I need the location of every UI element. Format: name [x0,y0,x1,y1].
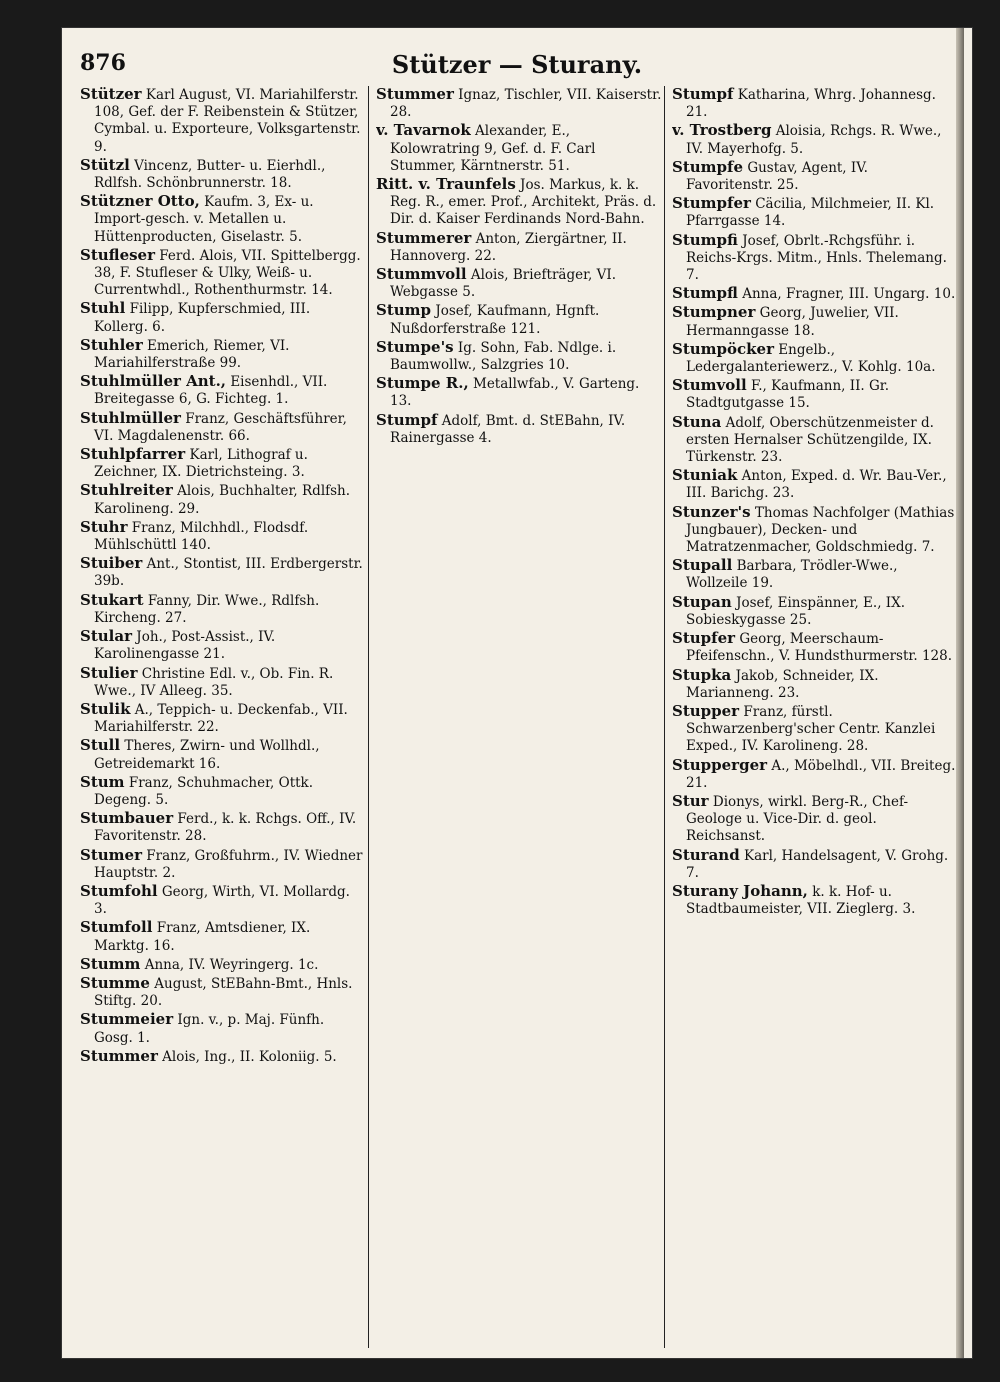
directory-entry [80,555,366,590]
directory-entry [80,86,366,156]
entry-details: Georg, Juwelier, VII. Hermanngasse 18. [686,305,899,339]
entry-details: Jakob, Schneider, IX. Marianneng. 23. [686,667,879,701]
directory-entry [80,337,366,372]
entry-surname: Stukart [80,590,144,609]
entry-surname: Stunzer's [672,502,751,521]
column-divider [664,86,665,1348]
entry-details: Josef, Kaufmann, Hgnft. Nußdorferstraße 121. [390,303,600,337]
entry-surname: Stump [376,301,432,320]
page-edge [956,28,964,1358]
entry-surname: Stumpfi [672,230,738,249]
entry-details: Ferd., k. k. Rchgs. Off., IV. Favoritenstr. 28. [94,811,357,845]
directory-entry [672,703,958,756]
directory-entry [80,446,366,481]
entry-details: k. k. Hof- u. Stadtbaumeister, VII. Zieglerg. 3. [686,883,916,918]
entry-surname: Stur [672,791,709,810]
directory-entry [672,232,958,285]
entry-surname: Stumpfe [672,157,744,176]
directory-entry [80,1011,366,1046]
entry-details: Dionys, wirkl. Berg-R., Chef-Geologe u. Vice-Dir. d. geol. Reichsanst. [686,793,909,845]
directory-entry [672,667,958,702]
entry-surname: Stützner Otto, [80,192,200,211]
entry-details: Anton, Ziergärtner, II. Hannoverg. 22. [390,230,627,264]
directory-entry [672,86,958,121]
entry-details: Filipp, Kupferschmied, III. Kollerg. 6. [94,301,311,335]
entry-surname: Stuhlpfarrer [80,445,186,464]
column-1 [80,86,366,1348]
column-divider [368,86,369,1348]
directory-entry [80,665,366,700]
entry-details: Eisenhdl., VII. Breitegasse 6, G. Fichteg. 1. [94,374,328,408]
entry-details: Adolf, Oberschützenmeister d. ersten Hernalser Schützengilde, IX. Türkenstr. 23. [686,414,934,466]
entry-details: Josef, Einspänner, E., IX. Sobieskygasse 25. [686,594,906,628]
entry-details: Franz, Amtsdiener, IX. Marktg. 16. [94,920,311,954]
entry-surname: Stuhl [80,299,126,318]
column-3 [672,86,958,1348]
directory-entry [80,519,366,554]
directory-entry [672,793,958,846]
entry-surname: Stumme [80,973,150,992]
directory-entry [80,737,366,772]
directory-entry [80,592,366,627]
directory-entry [80,956,366,974]
directory-entry [376,339,662,374]
directory-entry [80,157,366,192]
entry-surname: Stuhler [80,335,143,354]
entry-surname: Stupperger [672,755,768,774]
entry-surname: Sturany Johann, [672,881,808,900]
entry-details: Alois, Buchhalter, Rdlfsh. Karolineng. 29. [94,483,351,517]
directory-entry [376,176,662,229]
directory-entry [80,919,366,954]
entry-details: Thomas Nachfolger (Mathias Jungbauer), Decken- und Matratzenmacher, Goldschmiedg. 7. [686,504,955,556]
entry-surname: Stum [80,772,125,791]
entry-details: Jos. Markus, k. k. Reg. R., emer. Prof., Architekt, Präs. d. Dir. d. Kaiser Ferdinands Nord-Bahn. [390,177,657,228]
entry-details: A., Teppich- u. Deckenfab., VII. Mariahilferstr. 22. [94,701,348,736]
directory-entry [672,341,958,376]
directory-entry [376,412,662,447]
directory-entry [80,883,366,918]
directory-entry [80,482,366,517]
entry-surname: Stupper [672,701,740,720]
entry-details: Theres, Zwirn- und Wollhdl., Getreidemarkt 16. [94,738,320,772]
entry-surname: Stumpner [672,303,756,322]
directory-entry [80,373,366,408]
entry-details: Cäcilia, Milchmeier, II. Kl. Pfarrgasse 14. [686,196,935,230]
entry-details: Alois, Ing., II. Koloniig. 5. [157,1048,337,1065]
entry-surname: Stumpfer [672,194,751,213]
entry-surname: Stupan [672,592,732,611]
directory-entry [80,701,366,736]
directory-entry [80,774,366,809]
entry-surname: Stumvoll [672,376,747,395]
entry-details: Ignaz, Tischler, VII. Kaiserstr. 28. [390,87,662,121]
directory-entry [672,285,958,303]
entry-surname: Stumpf [672,86,734,103]
directory-entry [376,230,662,265]
entry-details: Anton, Exped. d. Wr. Bau-Ver., III. Barichg. 23. [686,468,947,502]
directory-entry [672,195,958,230]
entry-surname: Sturand [672,845,740,864]
directory-entry [376,86,662,121]
entry-surname: Stummer [376,86,454,103]
directory-entry [80,847,366,882]
entry-details: Joh., Post-Assist., IV. Karolinengasse 21. [94,629,276,663]
directory-entry [376,375,662,410]
directory-entry [672,630,958,665]
entry-details: Anna, Fragner, III. Ungarg. 10. [737,286,956,303]
entry-surname: Stumfoll [80,918,153,937]
directory-entry [672,557,958,592]
directory-entry [80,975,366,1010]
entry-surname: Stummvoll [376,265,467,284]
entry-details: Karl August, VI. Mariahilferstr. 108, Gef. der F. Reibenstein & Stützer, Cymbal. u. Exporteure, Volksgartenstr. 9. [94,87,361,155]
directory-entry [80,193,366,246]
entry-details: Franz, Großfuhrm., IV. Wiedner Hauptstr. 2. [94,847,363,881]
directory-entry [80,410,366,445]
entry-surname: Stumer [80,845,142,864]
directory-entry [672,304,958,339]
entry-details: Georg, Wirth, VI. Mollardg. 3. [94,883,350,918]
directory-entry [672,847,958,882]
entry-surname: Stular [80,627,132,646]
entry-surname: Stufleser [80,245,156,264]
entry-details: Ferd. Alois, VII. Spittelbergg. 38, F. Stufleser & Ulky, Weiß- u. Currentwhdl., Rothenthurmstr. 14. [94,247,361,299]
entry-details: Anna, IV. Weyringerg. 1c. [140,956,319,973]
directory-entry [672,159,958,194]
entry-surname: Stützl [80,155,130,174]
entry-surname: Stumpf [376,410,438,429]
directory-entry [672,594,958,629]
directory-entry [672,757,958,792]
entry-surname: Stuiber [80,554,143,573]
entry-surname: Stuhlmüller Ant., [80,372,227,391]
entry-surname: Stuna [672,412,722,431]
directory-entry [672,883,958,918]
entry-surname: Stupfer [672,629,736,648]
entry-details: August, StEBahn-Bmt., Hnls. Stiftg. 20. [94,975,353,1010]
entry-surname: Stumpöcker [672,339,775,358]
entry-details: Ant., Stontist, III. Erdbergerstr. 39b. [94,556,363,590]
directory-entry [80,1048,366,1066]
entry-details: Franz, fürstl. Schwarzenberg'scher Centr. Kanzlei Exped., IV. Karolineng. 28. [686,703,936,755]
entry-details: Franz, Schuhmacher, Ottk. Degeng. 5. [94,774,314,808]
entry-details: Katharina, Whrg. Johannesg. 21. [686,87,936,121]
entry-details: Metallwfab., V. Garteng. 13. [390,376,640,410]
entry-details: Karl, Lithograf u. Zeichner, IX. Dietrichsteing. 3. [94,447,308,481]
directory-entry [376,122,662,175]
entry-surname: Stuhlreiter [80,481,173,500]
entry-details: Fanny, Dir. Wwe., Rdlfsh. Kircheng. 27. [94,592,320,626]
entry-surname: Stumpfl [672,284,738,303]
column-2 [376,86,662,1348]
entry-surname: Stupka [672,665,732,684]
entry-surname: Stummer [80,1046,158,1065]
entry-surname: Stummerer [376,228,472,247]
entry-surname: Stupall [672,556,733,575]
entry-details: Ig. Sohn, Fab. Ndlge. i. Baumwollw., Salzgries 10. [390,339,617,374]
entry-surname: Stuhlmüller [80,408,181,427]
entry-details: Franz, Milchhdl., Flodsdf. Mühlschüttl 140. [94,519,309,554]
entry-details: Kaufm. 3, Ex- u. Import-gesch. v. Metallen u. Hüttenproducten, Giselastr. 5. [94,194,314,245]
entry-surname: Stumfohl [80,881,158,900]
directory-entry [80,247,366,300]
entry-details: Aloisia, Rchgs. R. Wwe., IV. Mayerhofg. 5. [686,123,942,157]
entry-details: Alexander, E., Kolowratring 9, Gef. d. F. Carl Stummer, Kärntnerstr. 51. [390,123,596,174]
entry-details: Georg, Meerschaum-Pfeifenschn., V. Hundsthurmerstr. 128. [686,631,952,665]
directory-entry [376,266,662,301]
entry-details: Christine Edl. v., Ob. Fin. R. Wwe., IV Alleeg. 35. [94,665,334,699]
entry-details: Ign. v., p. Maj. Fünfh. Gosg. 1. [94,1012,325,1046]
directory-entry [672,414,958,467]
directory-entry [80,628,366,663]
entry-surname: Stumpe R., [376,374,469,393]
entry-surname: Stuniak [672,466,738,485]
entry-surname: Stummeier [80,1010,174,1029]
entry-details: Vincenz, Butter- u. Eierhdl., Rdlfsh. Schönbrunnerstr. 18. [94,157,326,192]
entry-surname: Stull [80,736,121,755]
entry-surname: v. Trostberg [672,121,772,140]
page-header [62,42,972,82]
directory-entry [672,122,958,157]
directory-entry [672,377,958,412]
entry-details: Gustav, Agent, IV. Favoritenstr. 25. [686,159,868,194]
entry-details: Engelb., Ledergalanteriewerz., V. Kohlg. 10a. [686,341,936,376]
entry-details: Emerich, Riemer, VI. Mariahilferstraße 99. [94,337,290,372]
directory-entry [80,300,366,335]
entry-details: Josef, Obrlt.-Rchgsführ. i. Reichs-Krgs. Mitm., Hnls. Thelemang. 7. [686,232,947,284]
running-head: Stützer — Sturany. [391,50,643,79]
entry-surname: v. Tavarnok [376,121,471,140]
entry-details: F., Kaufmann, II. Gr. Stadtgutgasse 15. [686,378,890,412]
directory-entry [672,504,958,557]
directory-entry [376,302,662,337]
entry-details: Alois, Briefträger, VI. Webgasse 5. [390,267,617,301]
entry-surname: Stumbauer [80,809,174,828]
entry-surname: Stulik [80,699,131,718]
entry-details: Franz, Geschäftsführer, VI. Magdalenenstr. 66. [94,410,347,444]
entry-details: Adolf, Bmt. d. StEBahn, IV. Rainergasse 4. [390,412,626,446]
entry-surname: Stützer [80,86,142,103]
entry-details: A., Möbelhdl., VII. Breiteg. 21. [686,757,956,791]
directory-page [62,28,972,1358]
page-number: 876 [80,50,126,76]
entry-details: Karl, Handelsagent, V. Grohg. 7. [686,847,949,881]
entry-surname: Stulier [80,663,138,682]
directory-entry [672,467,958,502]
entry-surname: Stumm [80,954,141,973]
entry-surname: Stuhr [80,517,128,536]
entry-details: Barbara, Trödler-Wwe., Wollzeile 19. [686,558,898,592]
entry-surname: Ritt. v. Traunfels [376,175,516,194]
directory-entry [80,810,366,845]
entry-surname: Stumpe's [376,337,454,356]
